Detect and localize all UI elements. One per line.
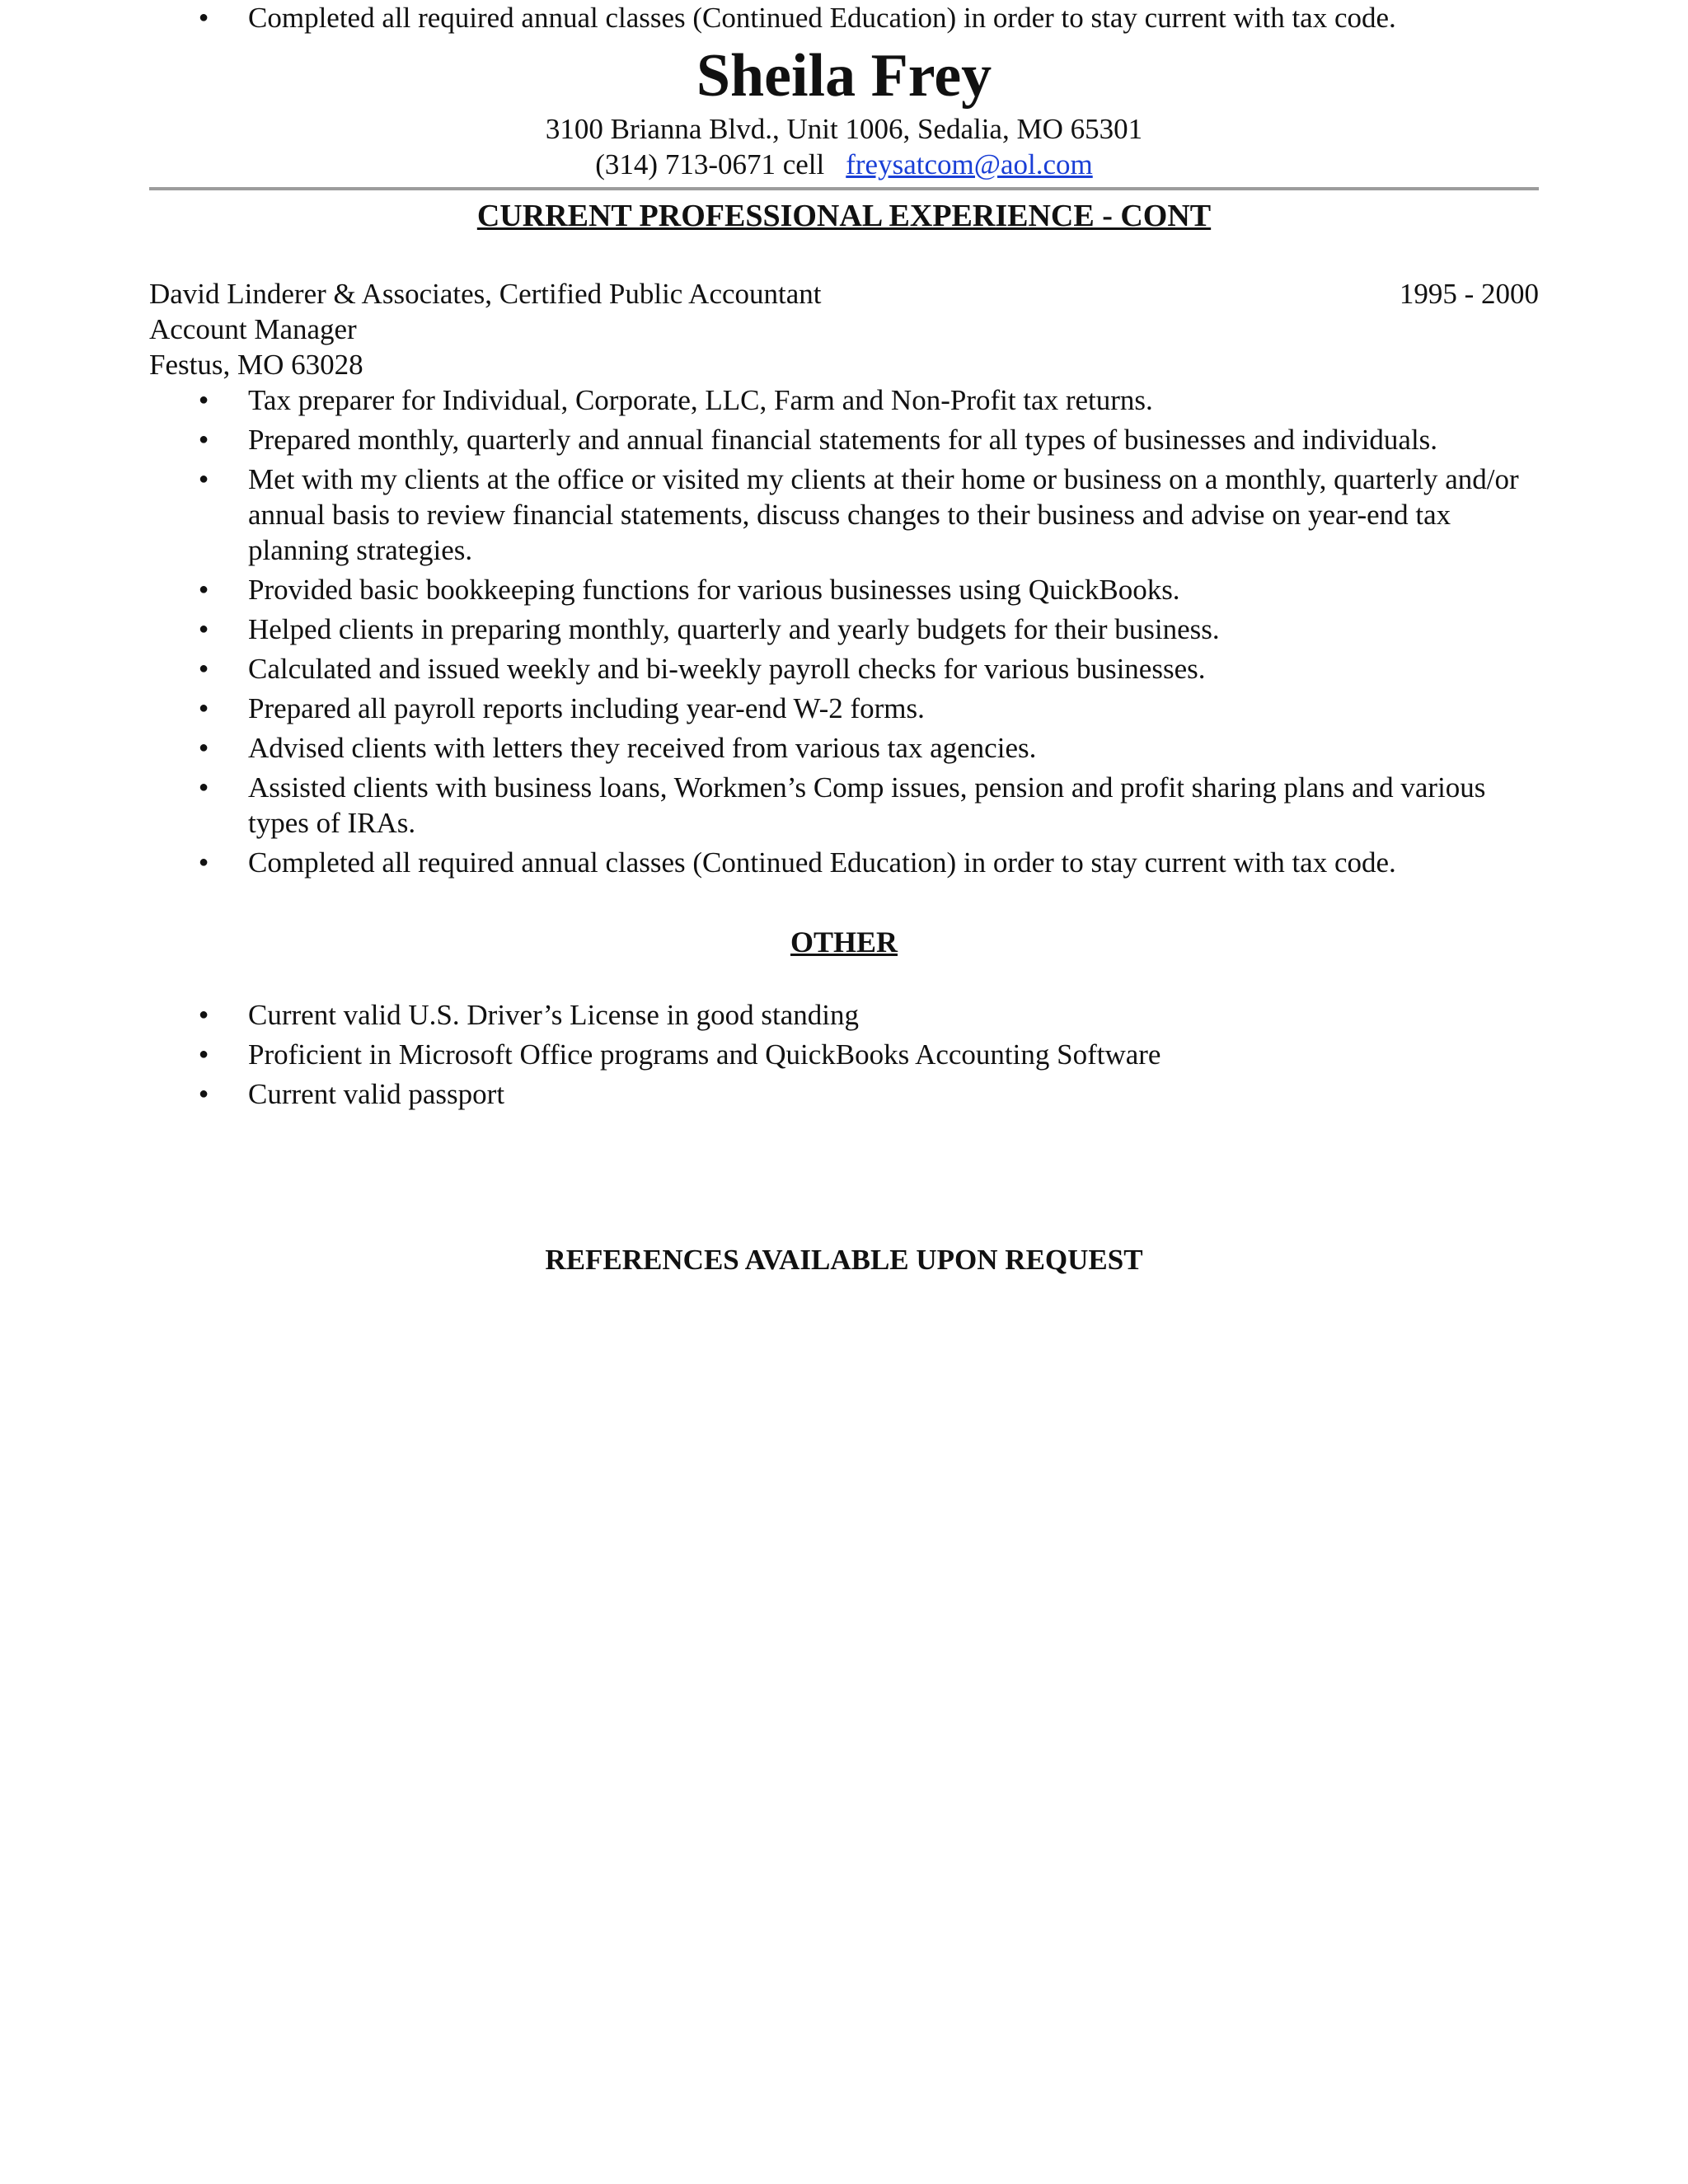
carryover-list xyxy=(149,0,1539,35)
list-item: ● Helped clients in preparing monthly, quarterly and yearly budgets for their business. xyxy=(149,612,1539,647)
job-dates: 1995 - 2000 xyxy=(1399,278,1539,310)
list-item: ● Current valid U.S. Driver’s License in good standing xyxy=(149,997,1539,1033)
other-heading: OTHER xyxy=(790,926,898,958)
employer-name: David Linderer & Associates, Certified Public Accountant xyxy=(149,278,822,310)
list-item: ● Proficient in Microsoft Office programs and QuickBooks Accounting Software xyxy=(149,1037,1539,1072)
other-list xyxy=(149,997,1539,1112)
list-item: ● Current valid passport xyxy=(149,1076,1539,1112)
header-divider xyxy=(149,187,1539,190)
list-item: ● Assisted clients with business loans, Workmen’s Comp issues, pension and profit sharing plans and various types of IRAs. xyxy=(149,770,1539,841)
list-item: ● Prepared monthly, quarterly and annual financial statements for all types of businesses and individuals. xyxy=(149,422,1539,457)
list-item: ● Met with my clients at the office or visited my clients at their home or business on a monthly, quarterly and/or annual basis to review financial statements, discuss changes to their business and advise on year-end tax planning strategies. xyxy=(149,462,1539,568)
candidate-address: 3100 Brianna Blvd., Unit 1006, Sedalia, MO 65301 xyxy=(545,113,1143,145)
phone-number: (314) 713-0671 cell xyxy=(595,148,825,180)
candidate-name: Sheila Frey xyxy=(696,42,992,110)
list-item: ● Tax preparer for Individual, Corporate, LLC, Farm and Non-Profit tax returns. xyxy=(149,382,1539,418)
list-item: ● Completed all required annual classes (Continued Education) in order to stay current with tax code. xyxy=(149,845,1539,880)
list-item: ● Advised clients with letters they received from various tax agencies. xyxy=(149,730,1539,766)
job-header xyxy=(149,276,1539,312)
experience-list xyxy=(149,382,1539,880)
experience-heading: CURRENT PROFESSIONAL EXPERIENCE - CONT xyxy=(476,199,1212,233)
email-link[interactable]: freysatcom@aol.com xyxy=(846,148,1093,180)
resume-content xyxy=(149,0,1539,1277)
list-item: ● Provided basic bookkeeping functions for various businesses using QuickBooks. xyxy=(149,572,1539,607)
list-item: ● Calculated and issued weekly and bi-weekly payroll checks for various businesses. xyxy=(149,651,1539,687)
contact-line xyxy=(149,147,1539,182)
list-item: ● Prepared all payroll reports including year-end W-2 forms. xyxy=(149,691,1539,726)
list-item: ● Completed all required annual classes (Continued Education) in order to stay current with tax code. xyxy=(149,0,1539,35)
job-title: Account Manager xyxy=(149,313,357,345)
references-note: REFERENCES AVAILABLE UPON REQUEST xyxy=(545,1244,1143,1276)
job-location: Festus, MO 63028 xyxy=(149,349,363,381)
